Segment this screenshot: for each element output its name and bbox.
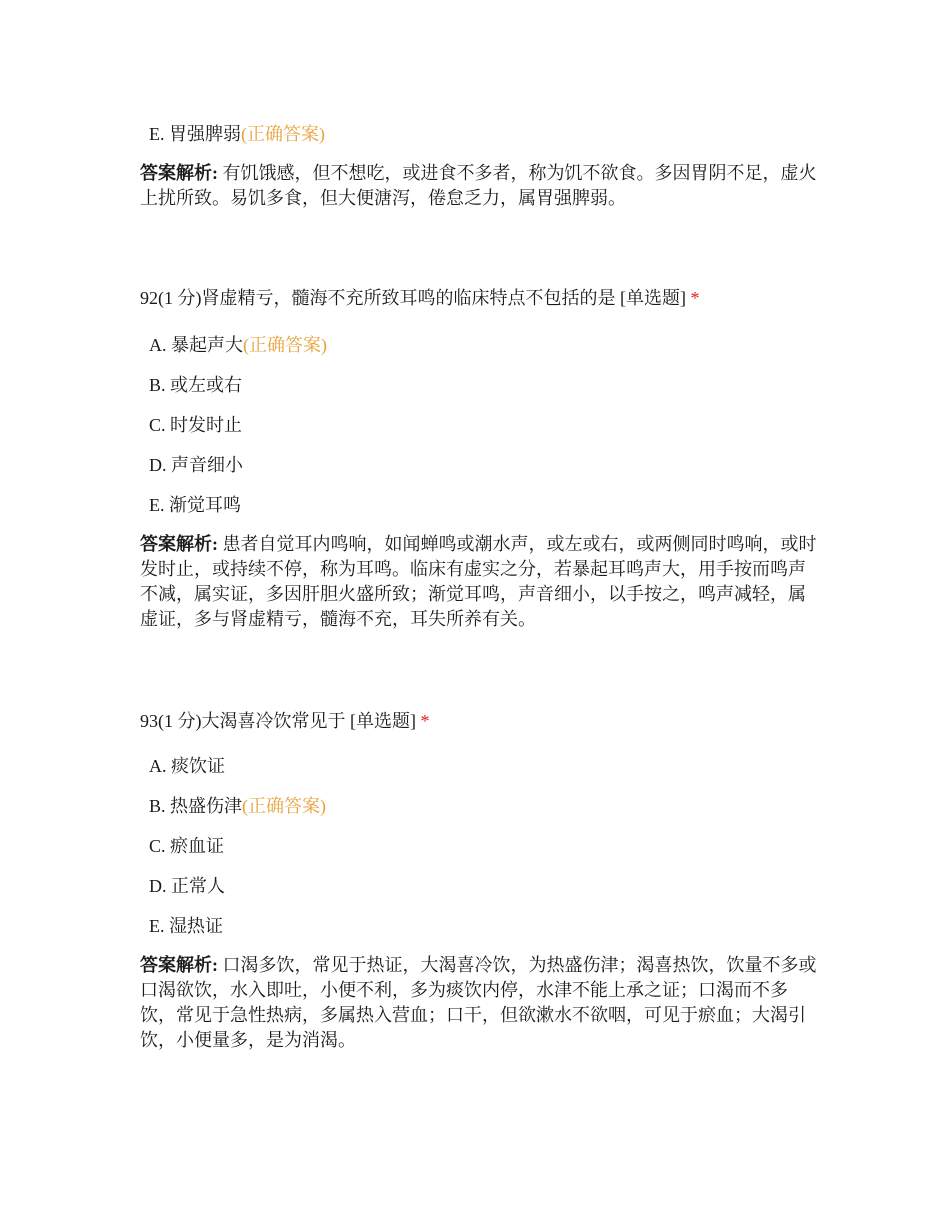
- correct-answer-mark: (正确答案): [241, 124, 325, 144]
- option-letter: B.: [149, 796, 166, 816]
- q91-option-e: [149, 122, 325, 146]
- q92-option-a: [149, 333, 327, 357]
- analysis-text: 口渴多饮，常见于热证，大渴喜冷饮，为热盛伤津；渴喜热饮，饮量不多或口渴欲饮，水入即吐，小便不利，多为痰饮内停，水津不能上承之证；口渴而不多饮，常见于急性热病，多属热入营血；口干，但欲漱水不欲咽，可见于瘀血；大渴引饮，小便量多，是为消渴。: [140, 955, 817, 1050]
- q92-option-d: [149, 453, 243, 477]
- option-text: 湿热证: [169, 916, 223, 936]
- option-letter: A.: [149, 335, 167, 355]
- q93-analysis: [140, 953, 820, 1053]
- option-letter: A.: [149, 756, 167, 776]
- option-text: 瘀血证: [170, 836, 225, 856]
- option-text: 热盛伤津: [170, 796, 243, 816]
- q92-option-c: [149, 413, 242, 437]
- option-letter: E.: [149, 124, 165, 144]
- q91-analysis: [140, 161, 820, 211]
- option-text: 声音细小: [171, 455, 243, 475]
- required-mark: *: [690, 288, 700, 308]
- analysis-label: 答案解析:: [140, 955, 218, 975]
- q93-option-b: [149, 794, 326, 818]
- analysis-label: 答案解析:: [140, 163, 218, 183]
- q93-option-d: [149, 874, 225, 898]
- correct-answer-mark: (正确答案): [242, 796, 327, 816]
- q92-analysis: [140, 532, 820, 632]
- q92-option-b: [149, 373, 242, 397]
- option-letter: D.: [149, 455, 167, 475]
- option-text: 渐觉耳鸣: [169, 495, 241, 515]
- analysis-text: 患者自觉耳内鸣响，如闻蝉鸣或潮水声，或左或右，或两侧同时鸣响，或时发时止，或持续不停，称为耳鸣。临床有虚实之分，若暴起耳鸣声大，用手按而鸣声不减，属实证，多因肝胆火盛所致；渐觉耳鸣，声音细小，以手按之，鸣声减轻，属虚证，多与肾虚精亏，髓海不充，耳失所养有关。: [140, 534, 817, 629]
- option-letter: C.: [149, 415, 166, 435]
- q92-title: [140, 286, 700, 310]
- option-text: 胃强脾弱: [169, 124, 241, 144]
- question-number: 93(1 分): [140, 711, 202, 731]
- question-text: 大渴喜冷饮常见于: [201, 711, 346, 731]
- analysis-text: 有饥饿感，但不想吃，或进食不多者，称为饥不欲食。多因胃阴不足，虚火上扰所致。易饥多食，但大便溏泻，倦怠乏力，属胃强脾弱。: [140, 163, 817, 208]
- q93-option-c: [149, 834, 224, 858]
- q92-option-e: [149, 493, 241, 517]
- option-letter: B.: [149, 375, 166, 395]
- option-letter: C.: [149, 836, 166, 856]
- question-text: 肾虚精亏，髓海不充所致耳鸣的临床特点不包括的是: [201, 288, 616, 308]
- option-text: 或左或右: [170, 375, 243, 395]
- option-text: 暴起声大: [171, 335, 243, 355]
- q93-option-a: [149, 754, 225, 778]
- option-letter: D.: [149, 876, 167, 896]
- required-mark: *: [420, 711, 430, 731]
- question-type: [单选题]: [620, 288, 686, 308]
- option-text: 正常人: [171, 876, 225, 896]
- question-number: 92(1 分): [140, 288, 202, 308]
- option-letter: E.: [149, 495, 165, 515]
- question-type: [单选题]: [350, 711, 416, 731]
- option-text: 时发时止: [170, 415, 243, 435]
- q93-title: [140, 709, 430, 733]
- option-letter: E.: [149, 916, 165, 936]
- correct-answer-mark: (正确答案): [243, 335, 327, 355]
- q93-option-e: [149, 914, 223, 938]
- option-text: 痰饮证: [171, 756, 225, 776]
- analysis-label: 答案解析:: [140, 534, 218, 554]
